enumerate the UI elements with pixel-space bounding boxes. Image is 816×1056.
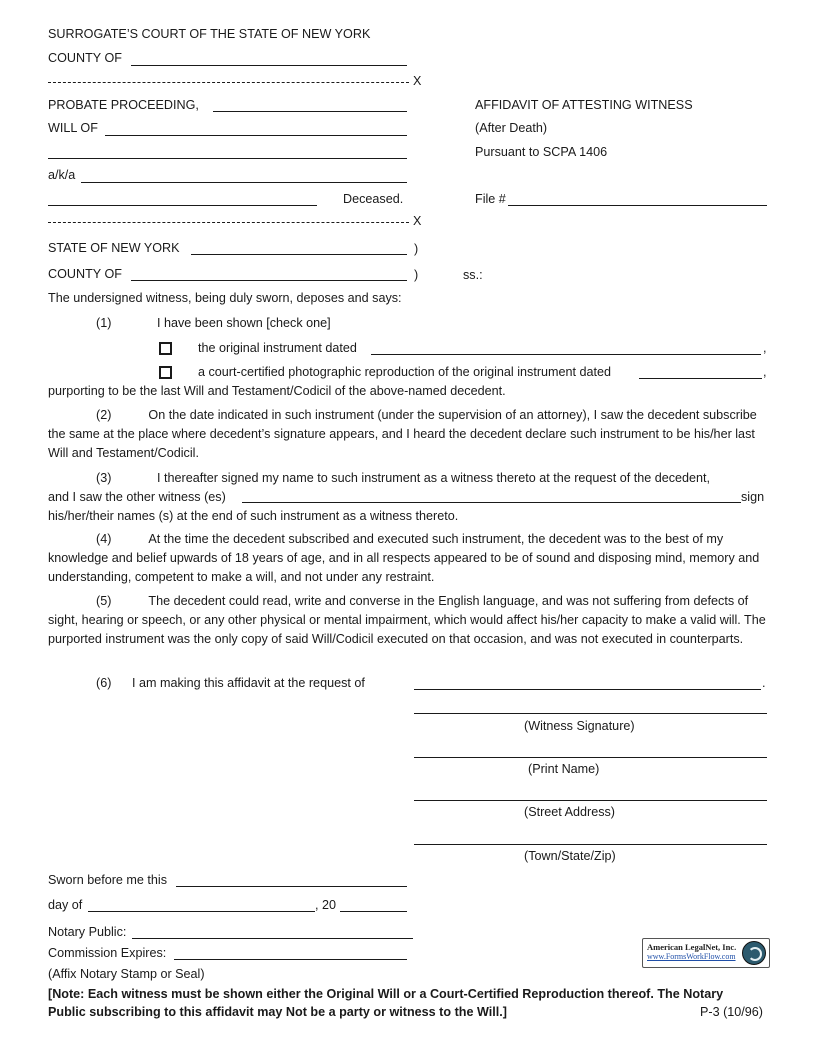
period: . bbox=[762, 676, 766, 690]
will-of-field[interactable] bbox=[105, 135, 407, 136]
logo-company-name: American LegalNet, Inc. bbox=[647, 942, 737, 952]
commission-field[interactable] bbox=[174, 959, 407, 960]
venue-county-field[interactable] bbox=[131, 280, 407, 281]
sworn-date-field[interactable] bbox=[176, 886, 407, 887]
note-line-1: [Note: Each witness must be shown either the Original Will or a Court-Certified Reproduction thereof. The Notary bbox=[48, 987, 724, 1001]
form-code: P-3 (10/96) bbox=[700, 1005, 763, 1019]
day-of-field[interactable] bbox=[88, 911, 315, 912]
p1-text: I have been shown [check one] bbox=[157, 316, 331, 330]
p4-number: (4) bbox=[96, 532, 112, 546]
town-state-zip-line[interactable] bbox=[414, 844, 767, 845]
caption-divider bbox=[48, 82, 409, 83]
reproduction-checkbox[interactable] bbox=[159, 366, 172, 379]
p6-number: (6) bbox=[96, 676, 112, 690]
p2-number: (2) bbox=[96, 408, 112, 422]
town-state-zip-caption: (Town/State/Zip) bbox=[524, 849, 616, 863]
p2-text: On the date indicated in such instrument (under the supervision of an attorney), I saw the decedent subscribe the same at the place where decedent’s signature appears, and I heard the decedent declare such instrument to be his/her last Will and Testament/Codicil. bbox=[48, 408, 757, 460]
p3-line2-end: sign bbox=[741, 490, 765, 504]
affix-seal-text: (Affix Notary Stamp or Seal) bbox=[48, 967, 205, 981]
aka-label: a/k/a bbox=[48, 168, 76, 182]
caption-divider-bottom bbox=[48, 222, 409, 223]
print-name-caption: (Print Name) bbox=[528, 762, 600, 776]
paragraph-4 bbox=[48, 530, 768, 587]
caption-x-mark-bottom: X bbox=[413, 214, 422, 228]
comma: , bbox=[763, 341, 767, 355]
venue-paren-2: ) bbox=[414, 268, 419, 282]
american-legalnet-logo[interactable] bbox=[642, 938, 770, 968]
commission-label: Commission Expires: bbox=[48, 946, 167, 960]
notary-public-label: Notary Public: bbox=[48, 925, 127, 939]
street-address-caption: (Street Address) bbox=[524, 805, 615, 819]
reproduction-date-field[interactable] bbox=[639, 378, 762, 379]
intro-text: The undersigned witness, being duly sworn, deposes and says: bbox=[48, 291, 402, 305]
p5-number: (5) bbox=[96, 594, 112, 608]
reproduction-label: a court-certified photographic reproduction of the original instrument dated bbox=[198, 365, 612, 379]
venue-state-label: STATE OF NEW YORK bbox=[48, 241, 180, 255]
request-of-field[interactable] bbox=[414, 689, 761, 690]
venue-ss: ss.: bbox=[463, 268, 483, 282]
file-number-field[interactable] bbox=[508, 205, 767, 206]
other-witness-field[interactable] bbox=[242, 502, 741, 503]
notary-public-field[interactable] bbox=[132, 938, 413, 939]
venue-state-field[interactable] bbox=[191, 254, 407, 255]
will-of-field-line2[interactable] bbox=[48, 158, 407, 159]
year-prefix: , 20 bbox=[315, 898, 337, 912]
probate-field[interactable] bbox=[213, 111, 407, 112]
year-field[interactable] bbox=[340, 911, 407, 912]
venue-paren: ) bbox=[414, 242, 419, 256]
deceased-name-field[interactable] bbox=[48, 205, 317, 206]
county-field[interactable] bbox=[131, 65, 407, 66]
file-number-label: File # bbox=[475, 192, 506, 206]
p3-number: (3) bbox=[96, 471, 112, 485]
will-of-label: WILL OF bbox=[48, 121, 98, 135]
form-title: AFFIDAVIT OF ATTESTING WITNESS bbox=[475, 98, 693, 112]
note-line-2: Public subscribing to this affidavit may Not be a party or witness to the Will.] bbox=[48, 1005, 507, 1019]
paragraph-2 bbox=[48, 406, 768, 463]
form-statute: Pursuant to SCPA 1406 bbox=[475, 145, 608, 159]
witness-signature-caption: (Witness Signature) bbox=[524, 719, 635, 733]
aka-field[interactable] bbox=[81, 182, 407, 183]
p3-line2-start: and I saw the other witness (es) bbox=[48, 490, 226, 504]
p3-line1: I thereafter signed my name to such instrument as a witness thereto at the request of the decedent, bbox=[157, 471, 711, 485]
purport-text: purporting to be the last Will and Testament/Codicil of the above-named decedent. bbox=[48, 384, 506, 398]
probate-label: PROBATE PROCEEDING, bbox=[48, 98, 199, 112]
witness-signature-line[interactable] bbox=[414, 713, 767, 714]
p6-text: I am making this affidavit at the request of bbox=[132, 676, 365, 690]
county-label: COUNTY OF bbox=[48, 51, 122, 65]
p3-line3: his/her/their names (s) at the end of such instrument as a witness thereto. bbox=[48, 509, 459, 523]
paragraph-5 bbox=[48, 592, 768, 649]
form-subtitle: (After Death) bbox=[475, 121, 548, 135]
caption-x-mark: X bbox=[413, 74, 422, 88]
original-instrument-checkbox[interactable] bbox=[159, 342, 172, 355]
p4-text: At the time the decedent subscribed and executed such instrument, the decedent was to the best of my knowledge and belief upwards of 18 years of age, and in all respects appeared to be of sound and disposing mind, memory and understanding, competent to make a will, and not under any restraint. bbox=[48, 532, 760, 584]
p5-text: The decedent could read, write and converse in the English language, and was not suffering from defects of sight, hearing or speech, or any other physical or mental impairment, which would affect his/her capacity to make a valid will. The purported instrument was the only copy of said Will/Codicil executed on that occasion, and was not executed in counterparts. bbox=[48, 594, 766, 646]
street-address-line[interactable] bbox=[414, 800, 767, 801]
court-heading: SURROGATE’S COURT OF THE STATE OF NEW YORK bbox=[48, 27, 371, 41]
venue-county-label: COUNTY OF bbox=[48, 267, 122, 281]
sworn-label: Sworn before me this bbox=[48, 873, 167, 887]
globe-icon bbox=[742, 941, 766, 965]
original-date-field[interactable] bbox=[371, 354, 761, 355]
print-name-line[interactable] bbox=[414, 757, 767, 758]
deceased-label: Deceased. bbox=[343, 192, 404, 206]
day-of-label: day of bbox=[48, 898, 83, 912]
comma-2: , bbox=[763, 365, 767, 379]
original-instrument-label: the original instrument dated bbox=[198, 341, 357, 355]
p1-number: (1) bbox=[96, 316, 112, 330]
logo-url[interactable]: www.FormsWorkFlow.com bbox=[647, 952, 736, 961]
